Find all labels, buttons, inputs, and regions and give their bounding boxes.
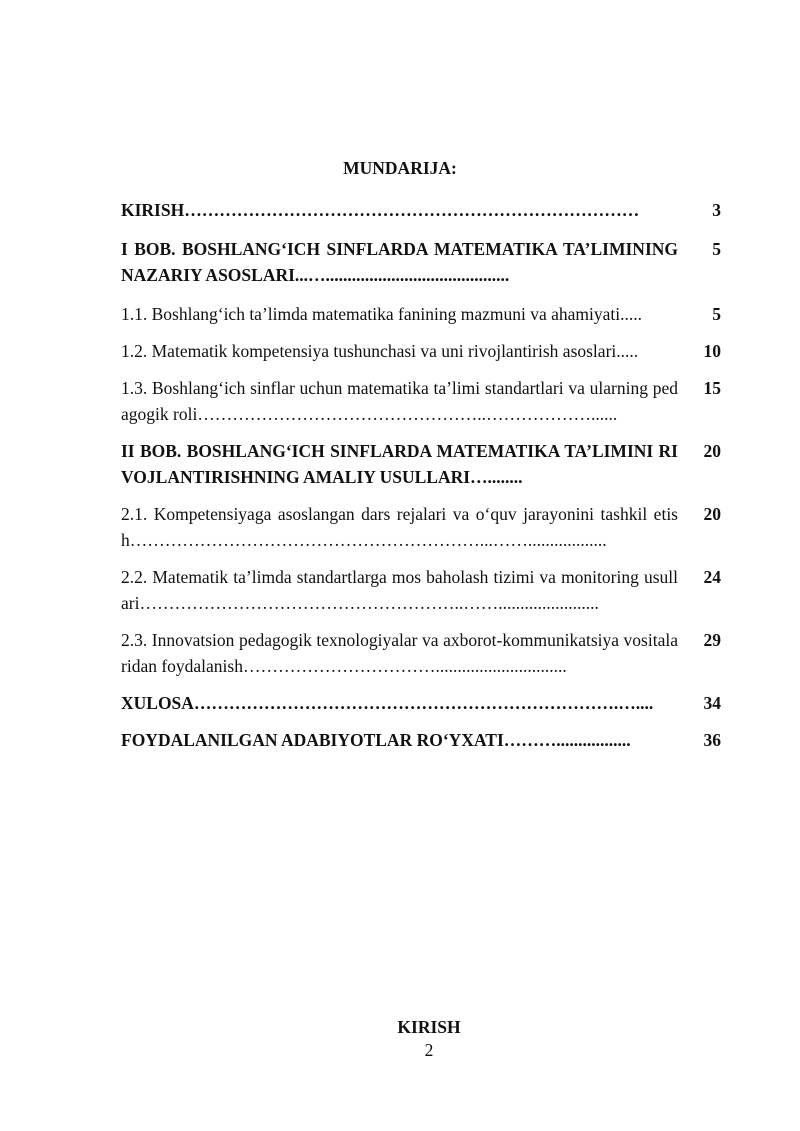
toc-entry-references[interactable] [121,727,721,753]
toc-entry-page: 20 [703,504,721,524]
toc-entry-text: 2.3. Innovatsion pedagogik texnologiyalar va axborot-kommunikatsiya vositalaridan foydalanish…………………………….............................. [121,630,678,676]
toc-entry-page: 15 [703,378,721,398]
toc-entry-1-1[interactable] [121,301,721,327]
toc-entry-text: 1.2. Matematik kompetensiya tushunchasi va uni rivojlantirish asoslari..... [121,341,639,361]
toc-entry-page: 36 [703,730,721,750]
toc-entry-page: 5 [712,304,721,324]
toc-entry-text: 1.1. Boshlang‘ich ta’limda matematika fanining mazmuni va ahamiyati..... [121,304,642,324]
toc-entry-chapter-1[interactable] [121,236,721,288]
toc-entry-text: XULOSA……………………………………………………………….….... [121,693,654,713]
toc-entry-text: I BOB. BOSHLANG‘ICH SINFLARDA MATEMATIKA TA’LIMINING NAZARIY ASOSLARI...….......................................... [121,239,678,285]
toc-entry-kirish[interactable] [121,197,721,223]
table-of-contents [121,197,721,753]
toc-entry-2-1[interactable] [121,501,721,553]
toc-entry-page: 20 [703,441,721,461]
toc-entry-1-3[interactable] [121,375,721,427]
toc-entry-page: 34 [703,693,721,713]
toc-title: MUNDARIJA: [343,158,457,178]
toc-entry-xulosa[interactable] [121,690,721,716]
toc-entry-2-3[interactable] [121,627,721,679]
page-number: 2 [424,1040,434,1060]
toc-entry-page: 29 [703,630,721,650]
toc-entry-chapter-2[interactable] [121,438,721,490]
toc-entry-text: 2.1. Kompetensiyaga asoslangan dars rejalari va o‘quv jarayonini tashkil etish……………………………………………………...…….................. [121,504,678,550]
toc-entry-page: 10 [703,341,721,361]
toc-entry-1-2[interactable] [121,338,721,364]
toc-entry-page: 3 [712,200,721,220]
toc-entry-2-2[interactable] [121,564,721,616]
toc-entry-text: FOYDALANILGAN ADABIYOTLAR RO‘YXATI………................. [121,730,631,750]
toc-entry-text: 1.3. Boshlang‘ich sinflar uchun matematika ta’limi standartlari va ularning pedagogik roli…………………………………………..………………...... [121,378,678,424]
toc-entry-text: II BOB. BOSHLANG‘ICH SINFLARDA MATEMATIKA TA’LIMINI RIVOJLANTIRISHNING AMALIY USULLARI…........ [121,441,678,487]
next-section-heading: KIRISH [397,1017,461,1037]
toc-entry-page: 5 [712,239,721,259]
toc-entry-text: KIRISH…………………………………………………………………… [121,200,640,220]
toc-entry-page: 24 [703,567,721,587]
toc-entry-text: 2.2. Matematik ta’limda standartlarga mos baholash tizimi va monitoring usullari………………………………………………..……....................... [121,567,678,613]
